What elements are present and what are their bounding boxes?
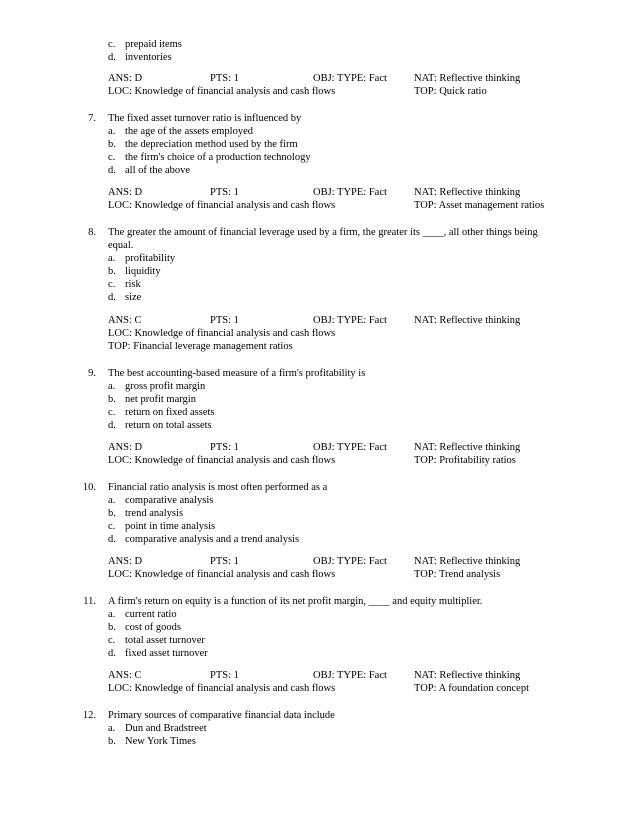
- option-letter: d.: [108, 648, 116, 659]
- option-text: all of the above: [125, 165, 191, 176]
- option-letter: a.: [108, 253, 116, 264]
- question-number: 10.: [82, 482, 96, 493]
- answer-label: ANS: C: [108, 670, 142, 681]
- option-letter: a.: [108, 381, 116, 392]
- option-letter: b.: [108, 139, 116, 150]
- option-text: size: [125, 292, 142, 303]
- nat-label: NAT: Reflective thinking: [414, 315, 521, 326]
- loc-label: LOC: Knowledge of financial analysis and cash flows: [108, 455, 336, 466]
- question-stem: Financial ratio analysis is most often performed as a: [108, 482, 328, 493]
- option-letter: d.: [108, 534, 116, 545]
- option-letter: b.: [108, 736, 116, 747]
- nat-label: NAT: Reflective thinking: [414, 556, 521, 567]
- topic-label: TOP: Profitability ratios: [414, 455, 516, 466]
- question-stem: The greater the amount of financial leverage used by a firm, the greater its ____, all other things being: [108, 227, 538, 238]
- option-text: point in time analysis: [125, 521, 216, 532]
- nat-label: NAT: Reflective thinking: [414, 442, 521, 453]
- topic-label: TOP: A foundation concept: [414, 683, 530, 694]
- points-label: PTS: 1: [210, 187, 239, 198]
- option-letter: b.: [108, 394, 116, 405]
- objective-label: OBJ: TYPE: Fact: [313, 556, 387, 567]
- option-letter: c.: [108, 407, 116, 418]
- option-letter: b.: [108, 622, 116, 633]
- option-letter: d.: [108, 292, 116, 303]
- option-letter: b.: [108, 266, 116, 277]
- nat-label: NAT: Reflective thinking: [414, 670, 521, 681]
- question-stem: Primary sources of comparative financial data include: [108, 710, 335, 721]
- objective-label: OBJ: TYPE: Fact: [313, 315, 387, 326]
- question-stem: A firm's return on equity is a function of its net profit margin, ____ and equity multiplier.: [108, 596, 483, 607]
- loc-label: LOC: Knowledge of financial analysis and cash flows: [108, 569, 336, 580]
- loc-label: LOC: Knowledge of financial analysis and cash flows: [108, 683, 336, 694]
- option-letter: a.: [108, 723, 116, 734]
- option-text: total asset turnover: [125, 635, 205, 646]
- option-text: comparative analysis and a trend analysis: [125, 534, 300, 545]
- points-label: PTS: 1: [210, 442, 239, 453]
- question-number: 12.: [82, 710, 96, 721]
- points-label: PTS: 1: [210, 73, 239, 84]
- option-letter: a.: [108, 126, 116, 137]
- option-text: profitability: [125, 253, 176, 264]
- option-letter: c.: [108, 635, 116, 646]
- option-text: the firm's choice of a production technology: [125, 152, 311, 163]
- option-letter: d.: [108, 52, 116, 63]
- option-text: Dun and Bradstreet: [125, 723, 207, 734]
- option-text: current ratio: [125, 609, 177, 620]
- topic-label: TOP: Financial leverage management ratios: [108, 341, 293, 352]
- question-stem-continued: equal.: [108, 240, 134, 251]
- question-number: 9.: [88, 368, 96, 379]
- option-text: gross profit margin: [125, 381, 206, 392]
- nat-label: NAT: Reflective thinking: [414, 73, 521, 84]
- objective-label: OBJ: TYPE: Fact: [313, 442, 387, 453]
- option-text: the depreciation method used by the firm: [125, 139, 298, 150]
- option-letter: d.: [108, 165, 116, 176]
- nat-label: NAT: Reflective thinking: [414, 187, 521, 198]
- question-stem: The fixed asset turnover ratio is influenced by: [108, 113, 302, 124]
- option-letter: a.: [108, 495, 116, 506]
- topic-label: TOP: Trend analysis: [414, 569, 501, 580]
- answer-label: ANS: C: [108, 315, 142, 326]
- objective-label: OBJ: TYPE: Fact: [313, 670, 387, 681]
- option-text: liquidity: [125, 266, 161, 277]
- option-letter: d.: [108, 420, 116, 431]
- question-stem: The best accounting-based measure of a firm's profitability is: [108, 368, 366, 379]
- points-label: PTS: 1: [210, 315, 239, 326]
- option-text: return on fixed assets: [125, 407, 215, 418]
- loc-label: LOC: Knowledge of financial analysis and cash flows: [108, 86, 336, 97]
- answer-label: ANS: D: [108, 73, 143, 84]
- loc-label: LOC: Knowledge of financial analysis and cash flows: [108, 328, 336, 339]
- option-text: prepaid items: [125, 39, 182, 50]
- option-text: the age of the assets employed: [125, 126, 253, 137]
- question-number: 7.: [88, 113, 96, 124]
- loc-label: LOC: Knowledge of financial analysis and cash flows: [108, 200, 336, 211]
- option-text: risk: [125, 279, 141, 290]
- option-letter: c.: [108, 152, 116, 163]
- objective-label: OBJ: TYPE: Fact: [313, 187, 387, 198]
- option-letter: b.: [108, 508, 116, 519]
- option-letter: a.: [108, 609, 116, 620]
- objective-label: OBJ: TYPE: Fact: [313, 73, 387, 84]
- option-text: comparative analysis: [125, 495, 214, 506]
- topic-label: TOP: Asset management ratios: [414, 200, 545, 211]
- option-letter: c.: [108, 279, 116, 290]
- option-text: New York Times: [125, 736, 196, 747]
- option-text: net profit margin: [125, 394, 196, 405]
- points-label: PTS: 1: [210, 556, 239, 567]
- question-number: 11.: [83, 596, 96, 607]
- option-letter: c.: [108, 39, 116, 50]
- answer-label: ANS: D: [108, 187, 143, 198]
- option-text: return on total assets: [125, 420, 212, 431]
- points-label: PTS: 1: [210, 670, 239, 681]
- option-text: trend analysis: [125, 508, 184, 519]
- option-letter: c.: [108, 521, 116, 532]
- answer-label: ANS: D: [108, 442, 143, 453]
- option-text: cost of goods: [125, 622, 181, 633]
- option-text: inventories: [125, 52, 172, 63]
- topic-label: TOP: Quick ratio: [414, 86, 487, 97]
- answer-label: ANS: D: [108, 556, 143, 567]
- option-text: fixed asset turnover: [125, 648, 208, 659]
- question-number: 8.: [88, 227, 96, 238]
